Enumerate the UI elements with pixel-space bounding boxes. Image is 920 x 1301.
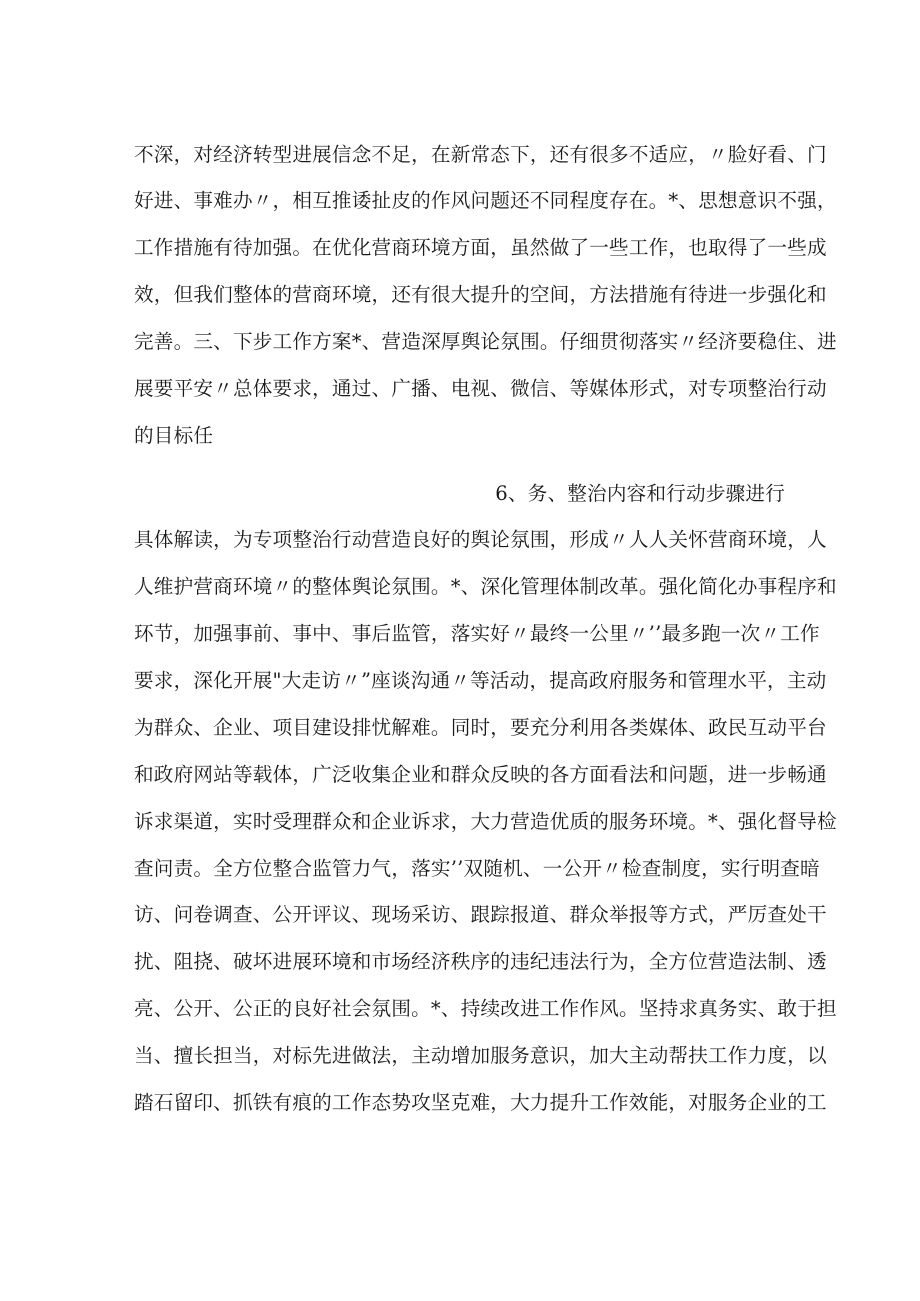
text-line: 人维护营商环境〃的整体舆论氛围。*、深化管理体制改革。强化简化办事程序和 xyxy=(134,575,837,598)
text-line: 好进、事难办〃，相互推诿扯皮的作风问题还不同程度存在。*、思想意识不强， xyxy=(134,189,837,212)
text-line: 环节，加强事前、事中、事后监管，落实好〃最终一公里〃’’最多跑一次〃工作 xyxy=(134,622,820,645)
text-line: 具体解读，为专项整治行动营造良好的舆论氛围，形成〃人人关怀营商环境，人 xyxy=(134,528,827,551)
text-line: 亮、公开、公正的良好社会氛围。*、持续改进工作作风。坚持求真务实、敢于担 xyxy=(134,997,837,1020)
text-line: 踏石留印、抓铁有痕的工作态势攻坚克难，大力提升工作效能，对服务企业的工 xyxy=(134,1091,827,1114)
text-line: 要求，深化开展"大走访〃”座谈沟通〃等活动，提高政府服务和管理水平，主动 xyxy=(134,669,827,692)
text-line: 和政府网站等载体，广泛收集企业和群众反映的各方面看法和问题，进一步畅通 xyxy=(134,763,827,786)
text-line: 不深，对经济转型进展信念不足，在新常态下，还有很多不适应，〃脸好看、门 xyxy=(134,143,827,166)
text-line: 当、擅长担当，对标先进做法，主动增加服务意识，加大主动帮扶工作力度，以 xyxy=(134,1044,827,1067)
text-line: 工作措施有待加强。在优化营商环境方面，虽然做了一些工作，也取得了一些成 xyxy=(134,236,827,259)
text-line-continued: 6、务、整治内容和行动步骤进行 xyxy=(495,482,785,505)
text-line: 完善。三、下步工作方案*、营造深厚舆论氛围。仔细贯彻落实〃经济要稳住、进 xyxy=(134,330,837,353)
text-line: 效，但我们整体的营商环境，还有很大提升的空间，方法措施有待进一步强化和 xyxy=(134,283,827,306)
text-line: 为群众、企业、项目建设排忧解难。同时，要充分利用各类媒体、政民互动平台 xyxy=(134,716,827,739)
text-line: 访、问卷调查、公开评议、现场采访、跟踪报道、群众举报等方式，严厉查处干 xyxy=(134,903,827,926)
text-line: 诉求渠道，实时受理群众和企业诉求，大力营造优质的服务环境。*、强化督导检 xyxy=(134,810,837,833)
text-line: 展要平安〃总体要求，通过、广播、电视、微信、等媒体形式，对专项整治行动 xyxy=(134,377,827,400)
text-line: 查问责。全方位整合监管力气，落实’’双随机、一公开〃检查制度，实行明查暗 xyxy=(134,857,820,880)
text-line: 的目标任 xyxy=(134,424,214,447)
text-line: 扰、阻挠、破坏进展环境和市场经济秩序的违纪违法行为，全方位营造法制、透 xyxy=(134,950,827,973)
